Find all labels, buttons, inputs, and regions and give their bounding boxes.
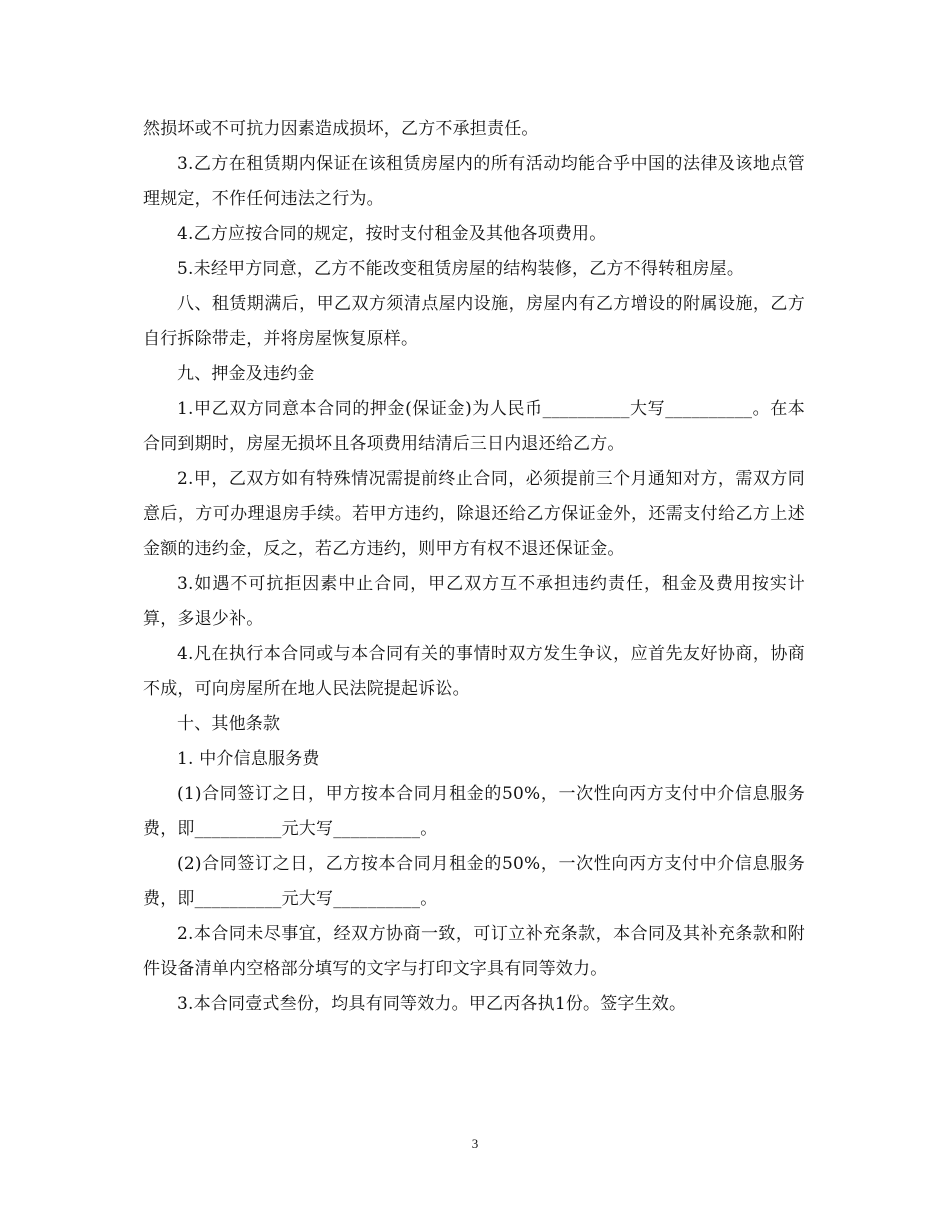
page-number: 3 bbox=[471, 1136, 479, 1151]
section-heading-deposit: 九、押金及违约金 bbox=[177, 364, 315, 384]
paragraph-party-a-fee: (1)合同签订之日，甲方按本合同月租金的50%，一次性向丙方支付中介信息服务费，即__________元大写__________。 bbox=[143, 784, 805, 839]
paragraph-early-termination: 2.甲，乙双方如有特殊情况需提前终止合同，必须提前三个月通知对方，需双方同意后，方可办理退房手续。若甲方违约，除退还给乙方保证金外，还需支付给乙方上述金额的违约金，反之，若乙方违约，则甲方有权不退还保证金。 bbox=[143, 469, 805, 559]
paragraph-no-sublet: 5.未经甲方同意，乙方不能改变租赁房屋的结构装修，乙方不得转租房屋。 bbox=[177, 259, 745, 279]
paragraph-force-majeure: 3.如遇不可抗拒因素中止合同，甲乙双方互不承担违约责任，租金及费用按实计算，多退少补。 bbox=[143, 574, 805, 629]
paragraph-dispute-resolution: 4.凡在执行本合同或与本合同有关的事情时双方发生争议，应首先友好协商，协商不成，可向房屋所在地人民法院提起诉讼。 bbox=[143, 644, 805, 699]
paragraph-lawful-activities: 3.乙方在租赁期内保证在该租赁房屋内的所有活动均能合乎中国的法律及该地点管理规定，不作任何违法之行为。 bbox=[143, 154, 805, 209]
paragraph-party-b-fee: (2)合同签订之日，乙方按本合同月租金的50%，一次性向丙方支付中介信息服务费，即__________元大写__________。 bbox=[143, 854, 805, 909]
section-heading-other-terms: 十、其他条款 bbox=[177, 714, 281, 734]
paragraph-rent-payment: 4.乙方应按合同的规定，按时支付租金及其他各项费用。 bbox=[177, 224, 607, 244]
paragraph-lease-expiry: 八、租赁期满后，甲乙双方须清点屋内设施，房屋内有乙方增设的附属设施，乙方自行拆除带走，并将房屋恢复原样。 bbox=[143, 294, 805, 349]
paragraph-damage-clause: 然损坏或不可抗力因素造成损坏，乙方不承担责任。 bbox=[143, 119, 539, 139]
paragraph-supplementary-terms: 2.本合同未尽事宜，经双方协商一致，可订立补充条款，本合同及其补充条款和附件设备清单内空格部分填写的文字与打印文字具有同等效力。 bbox=[143, 924, 805, 979]
subheading-agency-fee: 1. 中介信息服务费 bbox=[177, 749, 320, 769]
paragraph-deposit-amount: 1.甲乙双方同意本合同的押金(保证金)为人民币__________大写__________。在本合同到期时，房屋无损坏且各项费用结清后三日内退还给乙方。 bbox=[143, 399, 805, 454]
contract-body bbox=[143, 112, 805, 1022]
paragraph-copies-effective: 3.本合同壹式叁份，均具有同等效力。甲乙丙各执1份。签字生效。 bbox=[177, 994, 687, 1014]
